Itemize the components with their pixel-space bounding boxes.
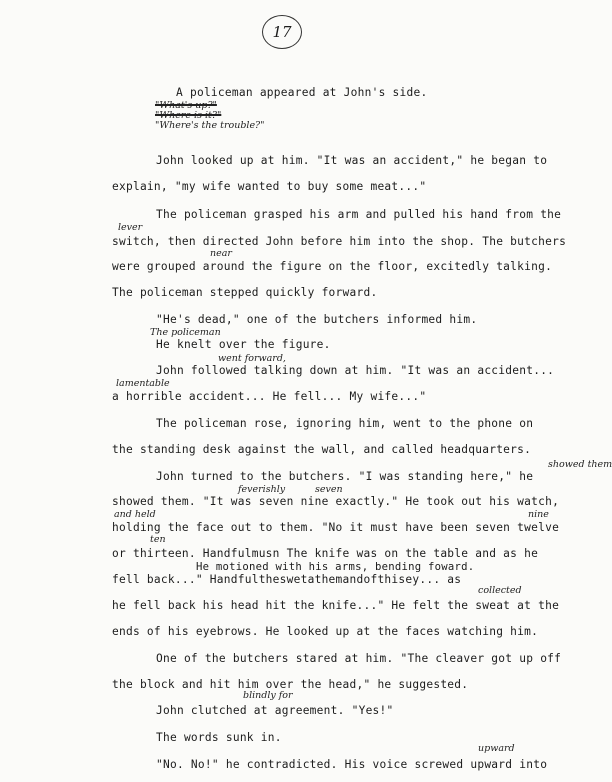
line-25: "No. No!" he contradicted. His voice screwed upward into — [156, 758, 548, 771]
line-14: John turned to the butchers. "I was standing here," he — [156, 470, 534, 483]
line-20: ends of his eyebrows. He looked up at the faces watching him. — [112, 625, 539, 638]
note-went-forward: went forward, — [218, 353, 286, 364]
line-17: or thirteen. Handfulmusn The knife was on the table and as he — [112, 547, 539, 560]
line-10: John followed talking down at him. "It was an accident... — [156, 364, 555, 377]
note-upward: upward — [478, 743, 515, 754]
note-wheres-trouble: "Where's the trouble?" — [155, 120, 265, 131]
line-12: The policeman rose, ignoring him, went to the phone on — [156, 417, 534, 430]
note-blindly-for: blindly for — [243, 690, 293, 701]
line-1: A policeman appeared at John's side. — [176, 86, 428, 99]
line-24: The words sunk in. — [156, 731, 282, 744]
note-nine: nine — [528, 509, 549, 520]
line-16: holding the face out to them. "No it must have been seven twelve — [112, 521, 560, 534]
note-and-held: and held — [114, 509, 156, 520]
note-collected: collected — [478, 585, 522, 596]
line-18: fell back..." Handfultheswetathemandofthisey... as — [112, 573, 462, 586]
note-feverishly: feverishly — [238, 484, 286, 495]
line-insert: He motioned with his arms, bending foward. — [196, 561, 475, 573]
note-lamentable: lamentable — [116, 378, 170, 389]
note-where-is-it: "Where is it?" — [155, 110, 222, 121]
note-near: near — [210, 248, 232, 259]
note-ten: ten — [150, 534, 166, 545]
note-showed-them: showed them — [548, 459, 612, 470]
line-4: The policeman grasped his arm and pulled his hand from the — [156, 208, 562, 221]
line-19: he fell back his head hit the knife..." He felt the sweat at the — [112, 599, 560, 612]
line-7: The policeman stepped quickly forward. — [112, 286, 378, 299]
line-23: John clutched at agreement. "Yes!" — [156, 704, 394, 717]
line-11: a horrible accident... He fell... My wife..." — [112, 390, 427, 403]
line-13: the standing desk against the wall, and called headquarters. — [112, 443, 532, 456]
line-8: "He's dead," one of the butchers informed him. — [156, 313, 478, 326]
note-seven: seven — [315, 484, 343, 495]
line-21: One of the butchers stared at him. "The cleaver got up off — [156, 652, 562, 665]
line-5: switch, then directed John before him into the shop. The butchers — [112, 235, 567, 248]
line-6: were grouped around the figure on the floor, excitedly talking. — [112, 260, 553, 273]
note-the-policeman: The policeman — [150, 327, 221, 338]
line-22: the block and hit him over the head," he suggested. — [112, 678, 469, 691]
line-2: John looked up at him. "It was an accident," he began to — [156, 154, 548, 167]
note-lever: lever — [118, 222, 143, 233]
note-whats-up: "What's up?" — [155, 100, 217, 111]
line-3: explain, "my wife wanted to buy some meat..." — [112, 180, 427, 193]
page-number: 17 — [262, 15, 302, 49]
line-9: He knelt over the figure. — [156, 338, 331, 351]
line-15: showed them. "It was seven nine exactly." He took out his watch, — [112, 495, 560, 508]
